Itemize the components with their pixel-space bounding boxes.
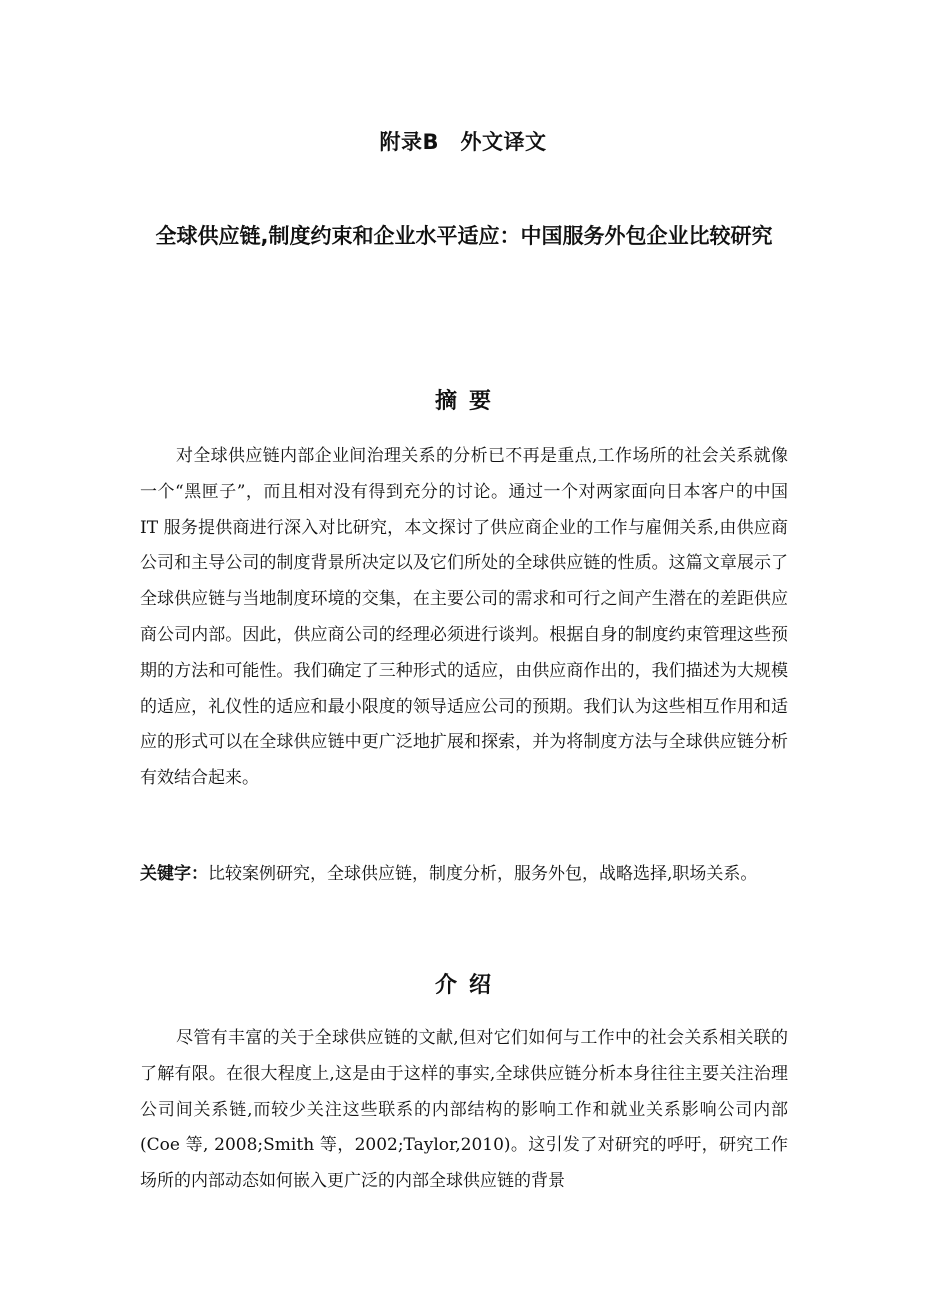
appendix-title: 附录B 外文译文 (379, 130, 547, 154)
abstract-paragraph: 对全球供应链内部企业间治理关系的分析已不再是重点,工作场所的社会关系就像一个“黑匣子”，而且相对没有得到充分的讨论。通过一个对两家面向日本客户的中国 IT 服务提供商进行深入对比研究，本文探讨了供应商企业的工作与雇佣关系,由供应商公司和主导公司的制度背景所决定以及它们所处的全球供应链的性质。这篇文章展示了全球供应链与当地制度环境的交集，在主要公司的需求和可行之间产生潜在的差距供应商公司内部。因此，供应商公司的经理必须进行谈判。根据自身的制度约束管理这些预期的方法和可能性。我们确定了三种形式的适应，由供应商作出的，我们描述为大规模的适应，礼仪性的适应和最小限度的领导适应公司的预期。我们认为这些相互作用和适应的形式可以在全球供应链中更广泛地扩展和探索，并为将制度方法与全球供应链分析有效结合起来。 (140, 446, 788, 789)
abstract-heading: 摘要 (434, 389, 503, 414)
keywords-line (140, 862, 788, 886)
introduction-heading: 介绍 (434, 973, 503, 998)
paper-title: 全球供应链,制度约束和企业水平适应：中国服务外包企业比较研究 (155, 224, 773, 248)
keywords-label: 关键字： (140, 864, 208, 884)
keywords-text: 比较案例研究，全球供应链，制度分析，服务外包，战略选择,职场关系。 (208, 864, 758, 884)
introduction-paragraph: 尽管有丰富的关于全球供应链的文献,但对它们如何与工作中的社会关系相关联的了解有限。在很大程度上,这是由于这样的事实,全球供应链分析本身往往主要关注治理公司间关系链,而较少关注这些联系的内部结构的影响工作和就业关系影响公司内部(Coe 等, 2008;Smith 等，2002;Taylor,2010)。这引发了对研究的呼吁，研究工作场所的内部动态如何嵌入更广泛的内部全球供应链的背景 (140, 1028, 788, 1192)
